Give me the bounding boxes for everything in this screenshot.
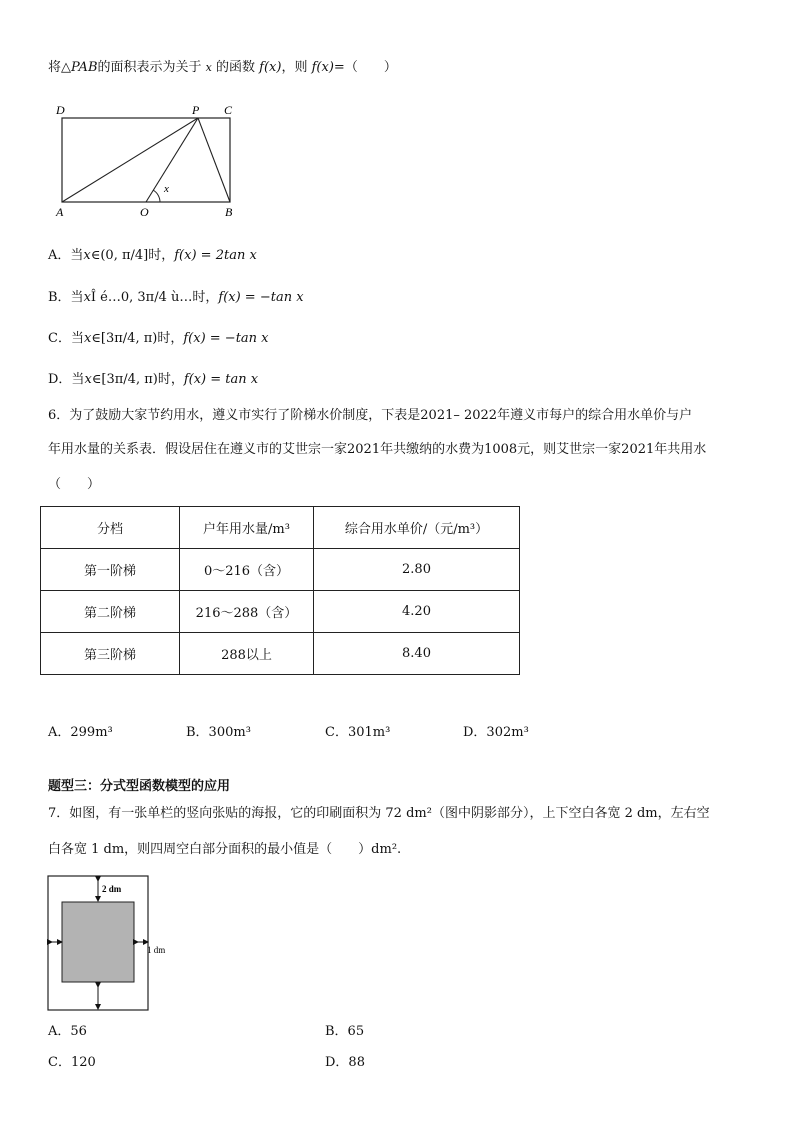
q6-stem-line3: （ ） bbox=[48, 477, 101, 492]
table-cell: 第一阶梯 bbox=[41, 549, 180, 591]
segment-po bbox=[146, 118, 198, 202]
q5-option-d-cond: ∈[3π/4, π) bbox=[91, 372, 158, 387]
table-cell: 第三阶梯 bbox=[41, 633, 180, 675]
q5-option-d-when: 时， bbox=[157, 372, 184, 387]
table-header-cell: 户年用水量/m³ bbox=[180, 507, 314, 549]
label-a: A bbox=[56, 205, 64, 219]
q5-option-d-x: x bbox=[84, 372, 92, 387]
table-row bbox=[41, 591, 520, 633]
rect-abcd bbox=[62, 118, 230, 202]
q5-option-a-cond: ∈(0, π/4] bbox=[90, 248, 149, 263]
table-row bbox=[41, 549, 520, 591]
q5-stem-pab: PAB bbox=[71, 60, 98, 75]
q7-option-a[interactable]: A．56 bbox=[48, 1024, 87, 1039]
water-price-table bbox=[40, 506, 520, 675]
q6-option-d[interactable]: D．302m³ bbox=[463, 725, 529, 740]
q5-option-a-x: x bbox=[83, 248, 91, 263]
q5-option-b-when: 时， bbox=[192, 290, 219, 305]
q5-stem-text-3: 的函数 bbox=[216, 60, 256, 75]
q6-stem-line2: 年用水量的关系表．假设居住在遵义市的艾世宗一家2021年共缴纳的水费为1008元，则艾世宗一家2021年共用水 bbox=[48, 442, 707, 457]
q5-option-d[interactable] bbox=[48, 370, 258, 390]
q5-option-c-f: f(x) = −tan x bbox=[183, 331, 269, 346]
q7-stem-line1: 7．如图，有一张单栏的竖向张贴的海报，它的印刷面积为 72 dm²（图中阴影部分），上下空白各宽 2 dm，左右空 bbox=[48, 806, 710, 821]
angle-arc bbox=[153, 190, 160, 202]
table-cell: 4.20 bbox=[314, 591, 520, 633]
table-header-row bbox=[41, 507, 520, 549]
table-row bbox=[41, 633, 520, 675]
q5-option-b[interactable] bbox=[48, 288, 304, 308]
q5-option-a-when: 时， bbox=[148, 248, 175, 263]
q5-stem bbox=[48, 58, 397, 78]
q7-stem-line2: 白各宽 1 dm，则四周空白部分面积的最小值是（ ）dm². bbox=[48, 842, 402, 857]
q5-option-c-label: C．当 bbox=[48, 331, 84, 346]
segment-pa bbox=[62, 118, 198, 202]
q5-stem-text-2: 的面积表示为关于 bbox=[97, 60, 202, 75]
q5-stem-x: x bbox=[205, 61, 212, 74]
table-cell: 8.40 bbox=[314, 633, 520, 675]
q5-option-c-when: 时， bbox=[157, 331, 184, 346]
label-o: O bbox=[140, 205, 149, 219]
q6-option-b[interactable]: B．300m³ bbox=[186, 725, 251, 740]
q5-option-b-f: f(x) = −tan x bbox=[218, 290, 304, 305]
table-cell: 0～216（含） bbox=[180, 549, 314, 591]
table-cell: 第二阶梯 bbox=[41, 591, 180, 633]
q5-stem-text-4: ，则 bbox=[281, 60, 308, 75]
q5-option-b-cond: Î é…0, 3π/4 ù… bbox=[90, 290, 193, 305]
q5-stem-fx1: f(x) bbox=[259, 60, 282, 75]
label-right-margin: 1 dm bbox=[147, 945, 166, 955]
table-cell: 216～288（含） bbox=[180, 591, 314, 633]
table-cell: 288以上 bbox=[180, 633, 314, 675]
table-header-cell: 分档 bbox=[41, 507, 180, 549]
q5-option-d-label: D．当 bbox=[48, 372, 85, 387]
segment-pb bbox=[198, 118, 230, 202]
q5-option-d-f: f(x) = tan x bbox=[183, 372, 259, 387]
q5-option-b-x: x bbox=[83, 290, 91, 305]
q5-option-a-label: A．当 bbox=[48, 248, 84, 263]
q7-option-b[interactable]: B．65 bbox=[325, 1024, 365, 1039]
label-x: x bbox=[164, 183, 169, 195]
q5-option-c[interactable] bbox=[48, 329, 269, 349]
q5-stem-text-5: =（ ） bbox=[333, 60, 397, 75]
q6-option-a[interactable]: A．299m³ bbox=[48, 725, 113, 740]
q7-option-c[interactable]: C．120 bbox=[48, 1055, 96, 1070]
label-top-margin: 2 dm bbox=[102, 884, 122, 894]
q5-stem-fx2: f(x) bbox=[311, 60, 334, 75]
q5-option-c-x: x bbox=[83, 331, 92, 346]
table-cell: 2.80 bbox=[314, 549, 520, 591]
label-b: B bbox=[225, 205, 233, 219]
label-d: D bbox=[56, 103, 65, 117]
q6-option-c[interactable]: C．301m³ bbox=[325, 725, 391, 740]
q5-option-b-label: B．当 bbox=[48, 290, 84, 305]
q5-option-c-cond: ∈[3π/4, π) bbox=[91, 331, 158, 346]
printed-area bbox=[62, 902, 134, 982]
section-title: 题型三：分式型函数模型的应用 bbox=[48, 779, 231, 794]
q5-rectangle-figure bbox=[50, 100, 255, 220]
label-p: P bbox=[192, 103, 200, 117]
q5-option-a[interactable] bbox=[48, 246, 257, 266]
q6-stem-line1: 6．为了鼓励大家节约用水，遵义市实行了阶梯水价制度，下表是2021– 2022年遵义市每户的综合用水单价与户 bbox=[48, 408, 693, 423]
q7-option-d[interactable]: D．88 bbox=[325, 1055, 365, 1070]
table-header-cell: 综合用水单价/（元/m³） bbox=[314, 507, 520, 549]
q5-option-a-f: f(x) = 2tan x bbox=[174, 248, 257, 263]
q7-poster-figure bbox=[46, 874, 166, 1012]
label-c: C bbox=[224, 103, 233, 117]
q5-stem-text-1: 将△ bbox=[48, 60, 71, 75]
